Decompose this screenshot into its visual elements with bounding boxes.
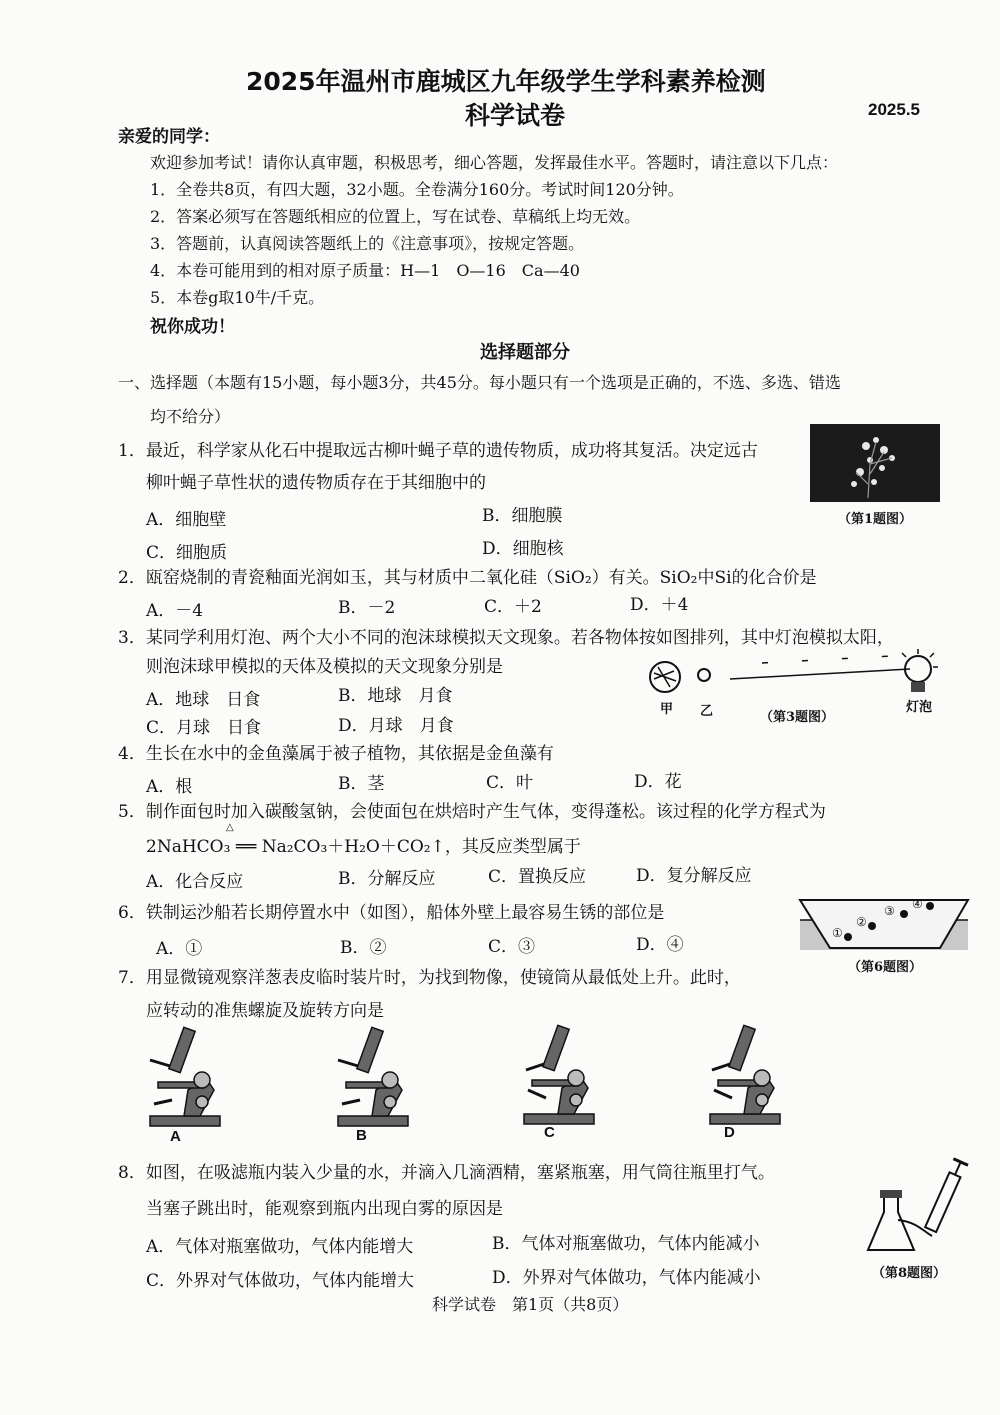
microscope-d: [700, 1018, 800, 1128]
greeting: 亲爱的同学：: [118, 127, 220, 147]
note-1: 1．全卷共8页，有四大题，32小题。全卷满分160分。考试时间120分钟。: [150, 180, 684, 199]
microscope-a: [140, 1020, 240, 1130]
exam-subtitle: 科学试卷: [465, 101, 566, 130]
note-3: 3．答题前，认真阅读答题纸上的《注意事项》，按规定答题。: [150, 234, 585, 253]
q6-mark-3: ③: [884, 904, 895, 918]
q5-option-b: B．分解反应: [338, 869, 436, 889]
q6-option-a: A．①: [156, 939, 203, 959]
ball-yi: [698, 669, 710, 681]
light-ray-dashed: [762, 655, 910, 663]
q2-stem: 2．瓯窑烧制的青瓷釉面光润如玉，其与材质中二氧化硅（SiO₂）有关。SiO₂中Si的化合价是: [118, 568, 817, 588]
q7-option-d: D: [724, 1124, 735, 1141]
bulb-icon: [902, 649, 938, 692]
q2-option-a: A．－4: [146, 601, 204, 621]
note-2: 2．答案必须写在答题纸相应的位置上，写在试卷、草稿纸上均无效。: [150, 207, 641, 226]
page-footer: 科学试卷 第1页（共8页）: [432, 1295, 629, 1314]
q2-option-b: B．－2: [338, 598, 396, 618]
q7-option-c: C: [544, 1124, 555, 1141]
q3-label-yi: 乙: [700, 704, 714, 719]
q3-label-bulb: 灯泡: [906, 700, 933, 715]
q1-stem-cont: 柳叶蝇子草性状的遗传物质存在于其细胞中的: [146, 473, 486, 493]
q1-stem: 1．最近，科学家从化石中提取远古柳叶蝇子草的遗传物质，成功将其复活。决定远古: [118, 441, 758, 461]
section-instruction: 一、选择题（本题有15小题，每小题3分，共45分。每小题只有一个选项是正确的，不选、多选、错选: [118, 373, 841, 392]
section-instruction-cont: 均不给分）: [150, 407, 231, 426]
q7-option-a: A: [170, 1128, 181, 1145]
q3-option-b: B．地球 月食: [338, 686, 453, 706]
section-heading: 选择题部分: [480, 342, 570, 362]
q3-stem-cont: 则泡沫球甲模拟的天体及模拟的天文现象分别是: [146, 657, 503, 677]
q5-heat-mark: △: [226, 822, 234, 833]
q4-option-c: C．叶: [486, 773, 534, 793]
q3-stem: 3．某同学利用灯泡、两个大小不同的泡沫球模拟天文现象。若各物体按如图排列，其中灯泡模拟太阳，: [118, 628, 894, 648]
q8-option-b: B．气体对瓶塞做功，气体内能减小: [492, 1234, 760, 1254]
q1-caption: （第1题图）: [838, 512, 913, 527]
ball-jia-hatch: [654, 667, 676, 687]
q4-option-d: D．花: [634, 772, 682, 792]
q8-caption: （第8题图）: [872, 1266, 947, 1281]
q1-option-a: A．细胞壁: [146, 510, 227, 530]
q3-option-c: C．月球 日食: [146, 718, 262, 738]
q1-plant-photo: [810, 424, 940, 502]
q6-option-b: B．②: [340, 938, 387, 958]
q2-option-d: D．＋4: [630, 595, 689, 615]
note-4: 4．本卷可能用到的相对原子质量：H—1 O—16 Ca—40: [150, 261, 580, 280]
q3-option-a: A．地球 日食: [146, 690, 261, 710]
microscope-b: [328, 1020, 428, 1130]
q8-option-c: C．外界对气体做功，气体内能增大: [146, 1271, 415, 1291]
microscope-c: [514, 1018, 614, 1128]
q3-caption: （第3题图）: [760, 710, 835, 725]
q6-option-c: C．③: [488, 937, 536, 957]
q8-flask-pump-diagram: [866, 1158, 966, 1258]
q6-caption: （第6题图）: [848, 960, 923, 975]
q6-mark-4: ④: [912, 897, 923, 911]
q8-stem: 8．如图，在吸滤瓶内装入少量的水，并滴入几滴酒精，塞紧瓶塞，用气筒往瓶里打气。: [118, 1163, 775, 1183]
q6-option-d: D．④: [636, 935, 684, 955]
q6-stem: 6．铁制运沙船若长期停置水中（如图），船体外壁上最容易生锈的部位是: [118, 903, 665, 923]
q4-option-a: A．根: [146, 777, 193, 797]
q5-option-a: A．化合反应: [146, 872, 244, 892]
q5-option-c: C．置换反应: [488, 867, 587, 887]
welcome-text: 欢迎参加考试！请你认真审题，积极思考，细心答题，发挥最佳水平。答题时，请注意以下几点：: [150, 153, 839, 172]
flask-icon: [868, 1196, 914, 1250]
exam-title: 2025年温州市鹿城区九年级学生学科素养检测: [246, 67, 766, 96]
q4-option-b: B．茎: [338, 774, 385, 794]
q3-label-jia: 甲: [660, 702, 674, 717]
exam-date: 2025.5: [868, 100, 920, 119]
q7-stem-cont: 应转动的准焦螺旋及旋转方向是: [146, 1001, 384, 1021]
q4-stem: 4．生长在水中的金鱼藻属于被子植物，其依据是金鱼藻有: [118, 744, 554, 764]
pump-icon: [923, 1159, 968, 1233]
q8-stem-cont: 当塞子跳出时，能观察到瓶内出现白雾的原因是: [146, 1199, 503, 1219]
q1-option-c: C．细胞质: [146, 543, 228, 563]
wish-text: 祝你成功！: [150, 317, 235, 337]
q7-option-b: B: [356, 1127, 367, 1144]
q2-option-c: C．＋2: [484, 597, 542, 617]
q7-stem: 7．用显微镜观察洋葱表皮临时装片时，为找到物像，使镜筒从最低处上升。此时，: [118, 968, 741, 988]
q6-mark-1: ①: [832, 926, 843, 940]
q1-option-b: B．细胞膜: [482, 506, 563, 526]
q8-option-a: A．气体对瓶塞做功，气体内能增大: [146, 1237, 414, 1257]
q6-mark-2: ②: [856, 915, 867, 929]
q1-option-d: D．细胞核: [482, 539, 564, 559]
light-ray: [730, 669, 910, 679]
q3-diagram: [640, 645, 950, 715]
q5-stem: 5．制作面包时加入碳酸氢钠，会使面包在烘焙时产生气体，变得蓬松。该过程的化学方程式为: [118, 802, 826, 822]
q5-equation: 2NaHCO₃ ══ Na₂CO₃＋H₂O＋CO₂↑，其反应类型属于: [146, 837, 581, 857]
q8-option-d: D．外界对气体做功，气体内能减小: [492, 1268, 761, 1288]
q3-option-d: D．月球 月食: [338, 716, 454, 736]
note-5: 5．本卷g取10牛/千克。: [150, 288, 325, 307]
q5-option-d: D．复分解反应: [636, 866, 752, 886]
